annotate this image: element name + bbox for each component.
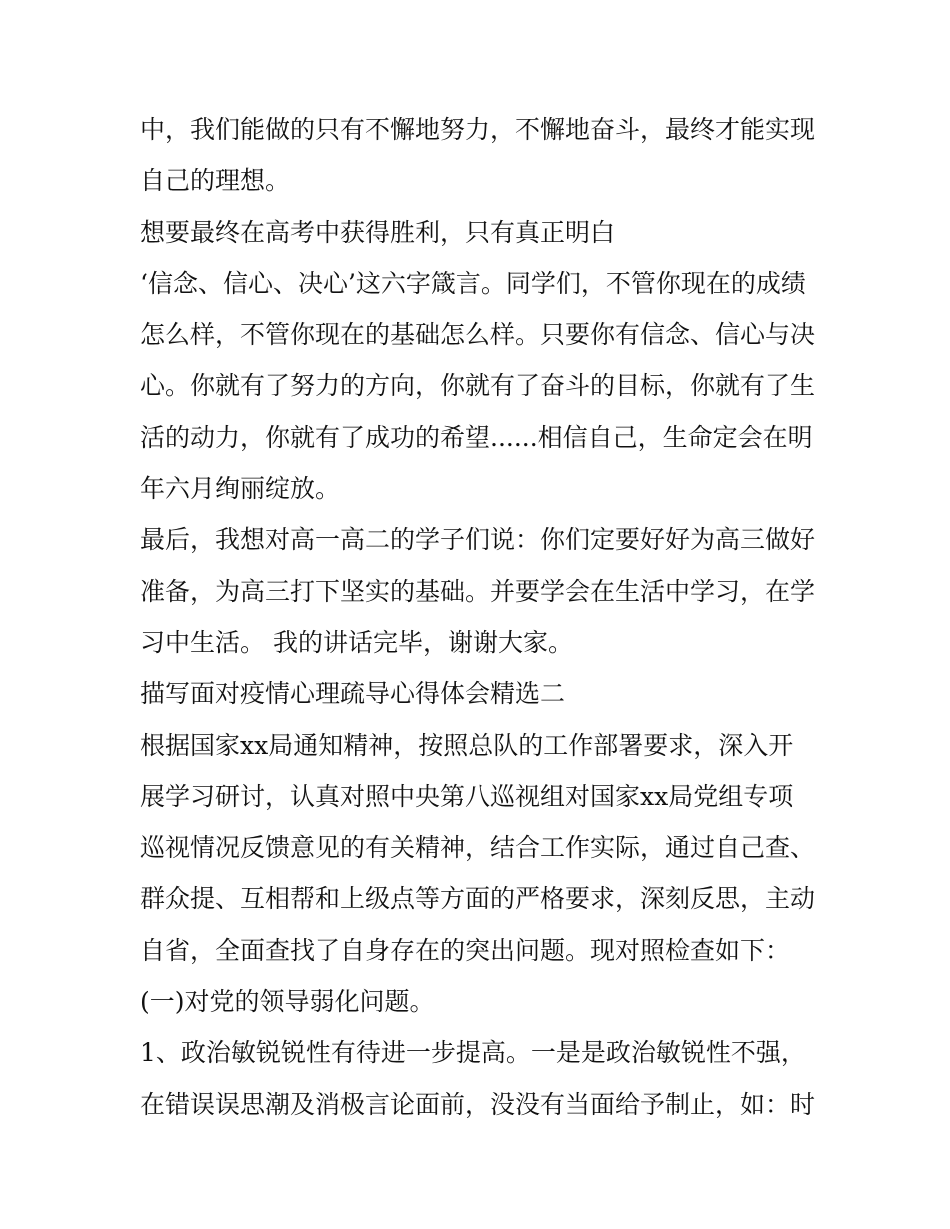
text-line-14: 展学习研讨，认真对照中央第八巡视组对国家xx局党组专项: [140, 781, 794, 811]
text-line-6: 心。你就有了努力的方向，你就有了奋斗的目标，你就有了生: [140, 371, 816, 401]
text-line-8: 年六月绚丽绽放。: [140, 474, 341, 504]
text-line-10: 准备，为高三打下坚实的基础。并要学会在生活中学习，在学: [140, 576, 816, 606]
text-line-16: 群众提、互相帮和上级点等方面的严格要求，深刻反思，主动: [140, 884, 816, 914]
document-body: [140, 104, 820, 1130]
text-line-1: 中，我们能做的只有不懈地努力，不懈地奋斗，最终才能实现: [140, 115, 816, 144]
section-heading: 描写面对疫情心理疏导心得体会精选二: [140, 679, 566, 709]
text-line-11: 习中生活。 我的讲话完毕，谢谢大家。: [140, 627, 573, 657]
text-line-5: 怎么样，不管你现在的基础怎么样。只要你有信念、信心与决: [140, 320, 816, 350]
subsection-heading: (一)对党的领导弱化问题。: [140, 987, 435, 1017]
text-line-7: 活的动力，你就有了成功的希望......相信自己，生命定会在明: [140, 422, 813, 452]
text-line-20: 在错误误思潮及消极言论面前，没没有当面给予制止，如：时: [140, 1089, 816, 1119]
text-line-17: 自省，全面查找了自身存在的突出问题。现对照检查如下：: [140, 935, 791, 965]
text-line-19: 1、政治敏锐锐性有待进一步提高。一是是政治敏锐性不强，: [140, 1038, 806, 1068]
text-line-4: ‘信念、信心、决心’这六字箴言。同学们，不管你现在的成绩: [140, 268, 806, 298]
text-line-3: 想要最终在高考中获得胜利，只有真正明白: [140, 217, 616, 247]
text-line-15: 巡视情况反馈意见的有关精神，结合工作实际，通过自己查、: [140, 833, 816, 863]
text-line-2: 自己的理想。: [140, 166, 291, 196]
text-line-9: 最后，我想对高一高二的学子们说：你们定要好好为高三做好: [140, 525, 816, 555]
text-line-13: 根据国家xx局通知精神，按照总队的工作部署要求，深入开: [140, 730, 794, 760]
